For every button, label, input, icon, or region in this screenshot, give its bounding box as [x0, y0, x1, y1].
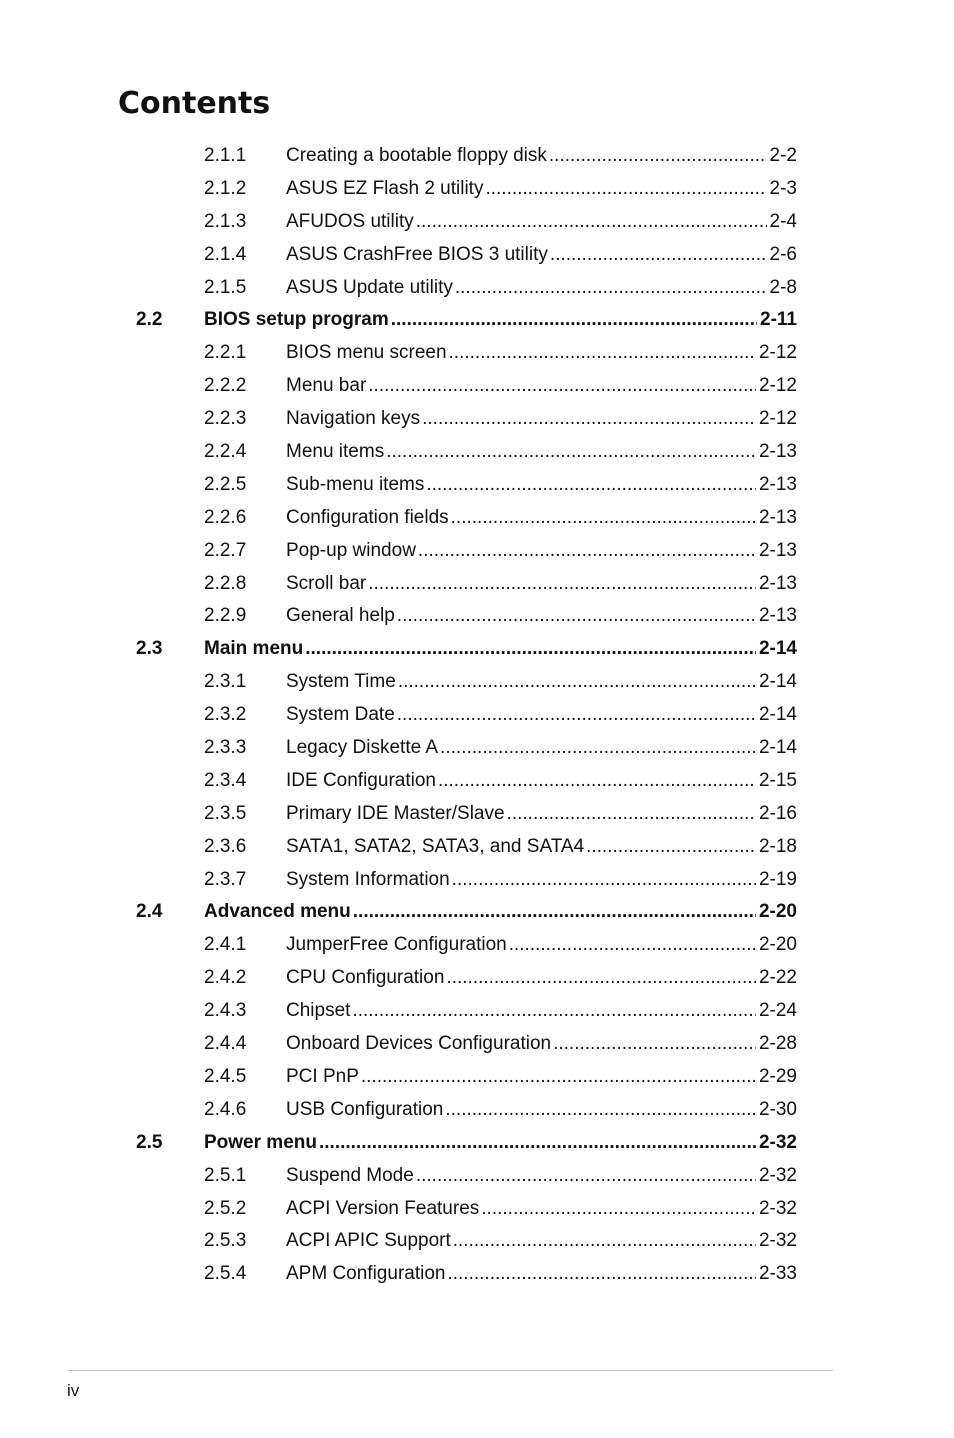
toc-entry-line: [204, 633, 797, 666]
toc-entry-number: 2.4.3: [204, 1000, 247, 1022]
toc-subsection-entry[interactable]: [0, 469, 954, 502]
toc-entry-number: 2.3.3: [204, 737, 247, 759]
toc-entry-line: [286, 666, 797, 699]
toc-entry-page: 2-33: [758, 1263, 797, 1285]
toc-entry-number: 2.5: [136, 1131, 163, 1153]
toc-entry-page: 2-16: [758, 802, 797, 824]
dot-leader: [481, 1193, 756, 1226]
toc-entry-number: 2.1.2: [204, 177, 247, 199]
dot-leader: [397, 600, 756, 633]
toc-entry-page: 2-14: [758, 737, 797, 759]
dot-leader: [453, 1225, 756, 1258]
toc-entry-label: Legacy Diskette A: [286, 737, 439, 759]
toc-entry-line: [286, 929, 797, 962]
toc-subsection-entry[interactable]: [0, 272, 954, 305]
toc-entry-line: [286, 140, 797, 173]
toc-subsection-entry[interactable]: [0, 765, 954, 798]
dot-leader: [368, 568, 756, 601]
toc-entry-number: 2.3.5: [204, 802, 247, 824]
toc-entry-page: 2-18: [758, 835, 797, 857]
dot-leader: [445, 1094, 756, 1127]
toc-entry-page: 2-14: [758, 671, 797, 693]
toc-subsection-entry[interactable]: [0, 666, 954, 699]
page-number: iv: [67, 1381, 80, 1400]
toc-subsection-entry[interactable]: [0, 370, 954, 403]
toc-entry-page: 2-12: [758, 408, 797, 430]
toc-subsection-entry[interactable]: [0, 436, 954, 469]
dot-leader: [507, 798, 756, 831]
toc-entry-label: IDE Configuration: [286, 769, 436, 791]
toc-entry-line: [286, 206, 797, 239]
toc-entry-label: Onboard Devices Configuration: [286, 1033, 552, 1055]
toc-entry-label: System Information: [286, 868, 450, 890]
dot-leader: [485, 173, 766, 206]
toc-entry-page: 2-13: [758, 572, 797, 594]
toc-entry-label: USB Configuration: [286, 1098, 444, 1120]
dot-leader: [305, 633, 756, 666]
dot-leader: [319, 1127, 756, 1160]
toc-entry-page: 2-13: [758, 506, 797, 528]
toc-subsection-entry[interactable]: [0, 1258, 954, 1291]
toc-entry-page: 2-32: [758, 1197, 797, 1219]
dot-leader: [549, 140, 767, 173]
toc-entry-label: Configuration fields: [286, 506, 449, 528]
toc-entry-page: 2-13: [758, 539, 797, 561]
toc-subsection-entry[interactable]: [0, 798, 954, 831]
footer-rule: [68, 1370, 833, 1371]
toc-subsection-entry[interactable]: [0, 732, 954, 765]
toc-subsection-entry[interactable]: [0, 1094, 954, 1127]
toc-subsection-entry[interactable]: [0, 600, 954, 633]
toc-entry-label: ASUS EZ Flash 2 utility: [286, 177, 484, 199]
toc-entry-number: 2.3.7: [204, 868, 247, 890]
toc-section-entry[interactable]: [0, 633, 954, 666]
toc-entry-number: 2.3.1: [204, 671, 247, 693]
toc-entry-page: 2-13: [758, 441, 797, 463]
dot-leader: [422, 403, 756, 436]
toc-entry-number: 2.3: [136, 638, 163, 660]
toc-entry-label: Creating a bootable floppy disk: [286, 145, 547, 166]
toc-entry-label: General help: [286, 605, 395, 627]
toc-entry-number: 2.2.2: [204, 375, 247, 397]
toc-entry-page: 2-24: [758, 1000, 797, 1022]
dot-leader: [353, 896, 756, 929]
toc-entry-line: [286, 1160, 797, 1193]
dot-leader: [361, 1061, 756, 1094]
toc-entry-label: PCI PnP: [286, 1065, 359, 1087]
toc-entry-line: [204, 896, 797, 929]
toc-entry-page: 2-32: [758, 1164, 797, 1186]
toc-entry-line: [286, 699, 797, 732]
dot-leader: [416, 206, 767, 239]
toc-entry-label: AFUDOS utility: [286, 210, 414, 232]
toc-entry-page: 2-20: [758, 934, 797, 956]
toc-entry-line: [286, 239, 797, 272]
toc-entry-page: 2-12: [758, 342, 797, 364]
toc-subsection-entry[interactable]: [0, 1225, 954, 1258]
toc-entry-page: 2-14: [758, 704, 797, 726]
dot-leader: [509, 929, 756, 962]
dot-leader: [368, 370, 756, 403]
toc-entry-line: [286, 864, 797, 897]
toc-entry-page: 2-30: [758, 1098, 797, 1120]
toc-entry-label: APM Configuration: [286, 1263, 446, 1285]
toc-subsection-entry[interactable]: [0, 206, 954, 239]
toc-entry-line: [286, 568, 797, 601]
toc-entry-line: [286, 1061, 797, 1094]
toc-entry-line: [286, 1193, 797, 1226]
toc-entry-label: Pop-up window: [286, 539, 416, 561]
toc-subsection-entry[interactable]: [0, 502, 954, 535]
toc-entry-label: Advanced menu: [204, 901, 351, 923]
toc-entry-line: [286, 600, 797, 633]
toc-subsection-entry[interactable]: [0, 337, 954, 370]
dot-leader: [386, 436, 756, 469]
toc-entry-number: 2.3.4: [204, 769, 247, 791]
toc-entry-number: 2.5.2: [204, 1197, 247, 1219]
toc-subsection-entry[interactable]: [0, 995, 954, 1028]
toc-entry-page: 2-2: [769, 145, 797, 166]
toc-entry-number: 2.4.1: [204, 934, 247, 956]
toc-entry-page: 2-12: [758, 375, 797, 397]
dot-leader: [586, 831, 756, 864]
toc-entry-number: 2.2.5: [204, 473, 247, 495]
toc-entry-page: 2-15: [758, 769, 797, 791]
toc-entry-label: Menu bar: [286, 375, 367, 397]
toc-entry-label: System Date: [286, 704, 395, 726]
toc-entry-line: [286, 173, 797, 206]
dot-leader: [447, 1258, 756, 1291]
toc-entry-page: 2-19: [758, 868, 797, 890]
toc-entry-line: [286, 1258, 797, 1291]
toc-entry-label: CPU Configuration: [286, 967, 445, 989]
toc-entry-number: 2.2.6: [204, 506, 247, 528]
toc-entry-line: [286, 732, 797, 765]
toc-entry-line: [286, 502, 797, 535]
toc-entry-page: 2-11: [760, 309, 797, 331]
toc-entry-label: Main menu: [204, 638, 304, 660]
toc-section-entry[interactable]: [0, 896, 954, 929]
toc-entry-line: [286, 436, 797, 469]
toc-section-entry[interactable]: [0, 1127, 954, 1160]
toc-section-entry[interactable]: [0, 304, 954, 337]
toc-entry-line: [286, 337, 797, 370]
toc-entry-number: 2.2.1: [204, 342, 247, 364]
toc-subsection-entry[interactable]: [0, 140, 954, 173]
toc-entry-line: [286, 403, 797, 436]
toc-subsection-entry[interactable]: [0, 403, 954, 436]
page-title: Contents: [118, 86, 271, 121]
toc-entry-number: 2.5.1: [204, 1164, 247, 1186]
toc-entry-label: ASUS CrashFree BIOS 3 utility: [286, 243, 548, 265]
toc-entry-line: [286, 535, 797, 568]
toc-entry-line: [204, 1127, 797, 1160]
toc-entry-line: [286, 1225, 797, 1258]
dot-leader: [455, 272, 767, 305]
toc-entry-label: ASUS Update utility: [286, 276, 453, 298]
dot-leader: [446, 962, 756, 995]
toc-entry-number: 2.2.4: [204, 441, 247, 463]
toc-entry-page: 2-8: [769, 276, 797, 298]
toc-subsection-entry[interactable]: [0, 699, 954, 732]
toc-entry-number: 2.4.2: [204, 967, 247, 989]
toc-entry-label: ACPI APIC Support: [286, 1230, 451, 1252]
toc-entry-page: 2-22: [758, 967, 797, 989]
toc-entry-page: 2-20: [758, 901, 797, 923]
toc-entry-label: System Time: [286, 671, 396, 693]
toc-entry-number: 2.4.5: [204, 1065, 247, 1087]
toc-entry-line: [204, 304, 797, 337]
toc-entry-page: 2-14: [758, 638, 797, 660]
toc-entry-page: 2-13: [758, 605, 797, 627]
toc-entry-label: Suspend Mode: [286, 1164, 414, 1186]
dot-leader: [452, 864, 756, 897]
toc-entry-number: 2.5.4: [204, 1263, 247, 1285]
toc-entry-line: [286, 370, 797, 403]
dot-leader: [352, 995, 756, 1028]
toc-entry-label: Chipset: [286, 1000, 351, 1022]
toc-entry-number: 2.2.7: [204, 539, 247, 561]
toc-entry-number: 2.2: [136, 309, 163, 331]
toc-entry-label: Scroll bar: [286, 572, 367, 594]
toc-entry-number: 2.3.2: [204, 704, 247, 726]
toc-entry-number: 2.4.4: [204, 1033, 247, 1055]
toc-entry-line: [286, 831, 797, 864]
toc-entry-label: Navigation keys: [286, 408, 421, 430]
toc-entry-page: 2-3: [769, 177, 797, 199]
dot-leader: [418, 535, 756, 568]
toc-entry-number: 2.1.5: [204, 276, 247, 298]
toc-entry-label: BIOS menu screen: [286, 342, 447, 364]
toc-subsection-entry[interactable]: [0, 568, 954, 601]
toc-entry-number: 2.1.4: [204, 243, 247, 265]
toc-entry-line: [286, 995, 797, 1028]
toc-entry-label: SATA1, SATA2, SATA3, and SATA4: [286, 835, 585, 857]
toc-subsection-entry[interactable]: [0, 929, 954, 962]
dot-leader: [398, 666, 756, 699]
dot-leader: [397, 699, 756, 732]
toc-entry-line: [286, 1094, 797, 1127]
dot-leader: [438, 765, 756, 798]
toc-entry-label: BIOS setup program: [204, 309, 389, 331]
toc-entry-number: 2.2.9: [204, 605, 247, 627]
toc-subsection-entry[interactable]: [0, 1028, 954, 1061]
toc-entry-page: 2-29: [758, 1065, 797, 1087]
toc-entry-number: 2.2.8: [204, 572, 247, 594]
dot-leader: [391, 304, 757, 337]
toc-entry-number: 2.4.6: [204, 1098, 247, 1120]
toc-entry-number: 2.2.3: [204, 408, 247, 430]
toc-entry-label: Menu items: [286, 441, 385, 463]
toc-entry-page: 2-28: [758, 1033, 797, 1055]
toc-entry-line: [286, 765, 797, 798]
toc-subsection-entry[interactable]: [0, 173, 954, 206]
toc-entry-number: 2.5.3: [204, 1230, 247, 1252]
toc-subsection-entry[interactable]: [0, 864, 954, 897]
toc-subsection-entry[interactable]: [0, 535, 954, 568]
toc-entry-page: 2-32: [758, 1131, 797, 1153]
toc-entry-line: [286, 962, 797, 995]
dot-leader: [449, 337, 756, 370]
toc-entry-label: ACPI Version Features: [286, 1197, 480, 1219]
toc-subsection-entry[interactable]: [0, 1061, 954, 1094]
toc-entry-page: 2-6: [769, 243, 797, 265]
dot-leader: [440, 732, 756, 765]
toc-subsection-entry[interactable]: [0, 239, 954, 272]
table-of-contents: [0, 140, 954, 1291]
dot-leader: [416, 1160, 756, 1193]
toc-entry-label: Primary IDE Master/Slave: [286, 802, 505, 824]
dot-leader: [426, 469, 756, 502]
toc-entry-number: 2.1.1: [204, 145, 247, 166]
toc-entry-line: [286, 272, 797, 305]
toc-entry-number: 2.4: [136, 901, 163, 923]
toc-subsection-entry[interactable]: [0, 1160, 954, 1193]
toc-entry-label: JumperFree Configuration: [286, 934, 507, 956]
dot-leader: [451, 502, 756, 535]
toc-entry-line: [286, 1028, 797, 1061]
toc-entry-number: 2.1.3: [204, 210, 247, 232]
dot-leader: [550, 239, 767, 272]
toc-entry-line: [286, 469, 797, 502]
toc-entry-number: 2.3.6: [204, 835, 247, 857]
dot-leader: [553, 1028, 756, 1061]
toc-subsection-entry[interactable]: [0, 1193, 954, 1226]
toc-entry-page: 2-32: [758, 1230, 797, 1252]
toc-entry-label: Power menu: [204, 1131, 317, 1153]
toc-entry-label: Sub-menu items: [286, 473, 425, 495]
toc-subsection-entry[interactable]: [0, 831, 954, 864]
toc-entry-line: [286, 798, 797, 831]
toc-entry-page: 2-4: [769, 210, 797, 232]
toc-entry-page: 2-13: [758, 473, 797, 495]
toc-subsection-entry[interactable]: [0, 962, 954, 995]
